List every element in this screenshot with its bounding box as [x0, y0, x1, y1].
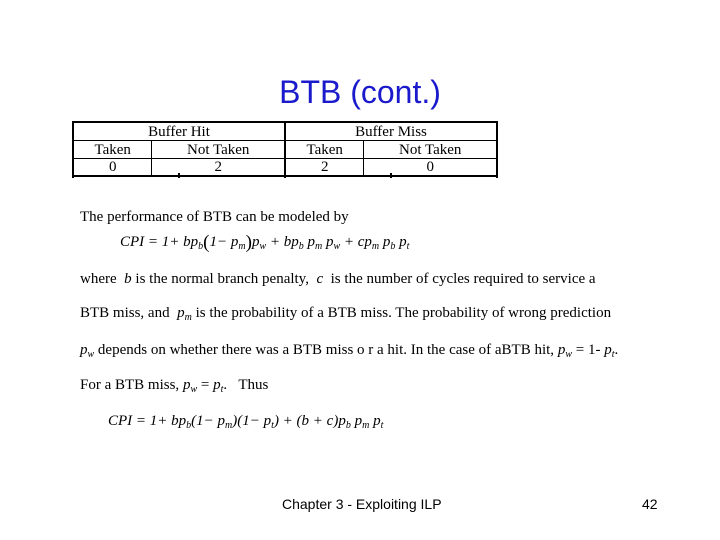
- table-header-row: [73, 122, 497, 141]
- header-buffer-miss: Buffer Miss: [285, 122, 497, 141]
- page-number: 42: [642, 496, 658, 512]
- subheader-hit-not-taken: Not Taken: [152, 141, 285, 159]
- value-miss-taken: 2: [285, 159, 364, 177]
- value-hit-not-taken: 2: [152, 159, 285, 177]
- value-hit-taken: 0: [73, 159, 152, 177]
- subheader-hit-taken: Taken: [73, 141, 152, 159]
- footer-chapter: Chapter 3 - Exploiting ILP: [282, 496, 442, 512]
- slide-title: BTB (cont.): [279, 74, 441, 110]
- table-tick: [72, 173, 74, 178]
- intro-text: The performance of BTB can be modeled by: [80, 209, 349, 225]
- cpi-equation-specific: CPI = $1+ bp_b(1- p_m)(1- p_t) + (b + c)p_b$ $p_m$ $p_t$: [108, 413, 384, 431]
- subheader-miss-not-taken: Not Taken: [364, 141, 497, 159]
- table-tick: [284, 173, 286, 178]
- table-subheader-row: [73, 141, 497, 159]
- value-miss-not-taken: 0: [364, 159, 497, 177]
- table-tick: [178, 173, 180, 178]
- header-buffer-hit: Buffer Hit: [73, 122, 285, 141]
- text-line-1: where b is the normal branch penalty, c is the number of cycles required to service a: [80, 271, 596, 287]
- subheader-miss-taken: Taken: [285, 141, 364, 159]
- btb-penalty-table: [72, 121, 498, 177]
- text-line-2: BTB miss, and $p_m$ is the probability of a BTB miss. The probability of wrong prediction: [80, 305, 612, 323]
- cpi-equation-general: CPI = $1+ bp_b(1- p_m)p_w + bp_b$ $p_m$ $p_w + cp_m$ $p_b$ $p_t$: [120, 232, 410, 253]
- text-line-3: $p_w$ depends on whether there was a BTB miss o r a hit. In the case of aBTB hit, $p_w = 1-$ $p_t$.: [80, 342, 619, 360]
- table-tick: [496, 173, 498, 178]
- text-line-4: For a BTB miss, $p_w = p_t$. Thus: [80, 377, 269, 395]
- table-tick: [390, 173, 392, 178]
